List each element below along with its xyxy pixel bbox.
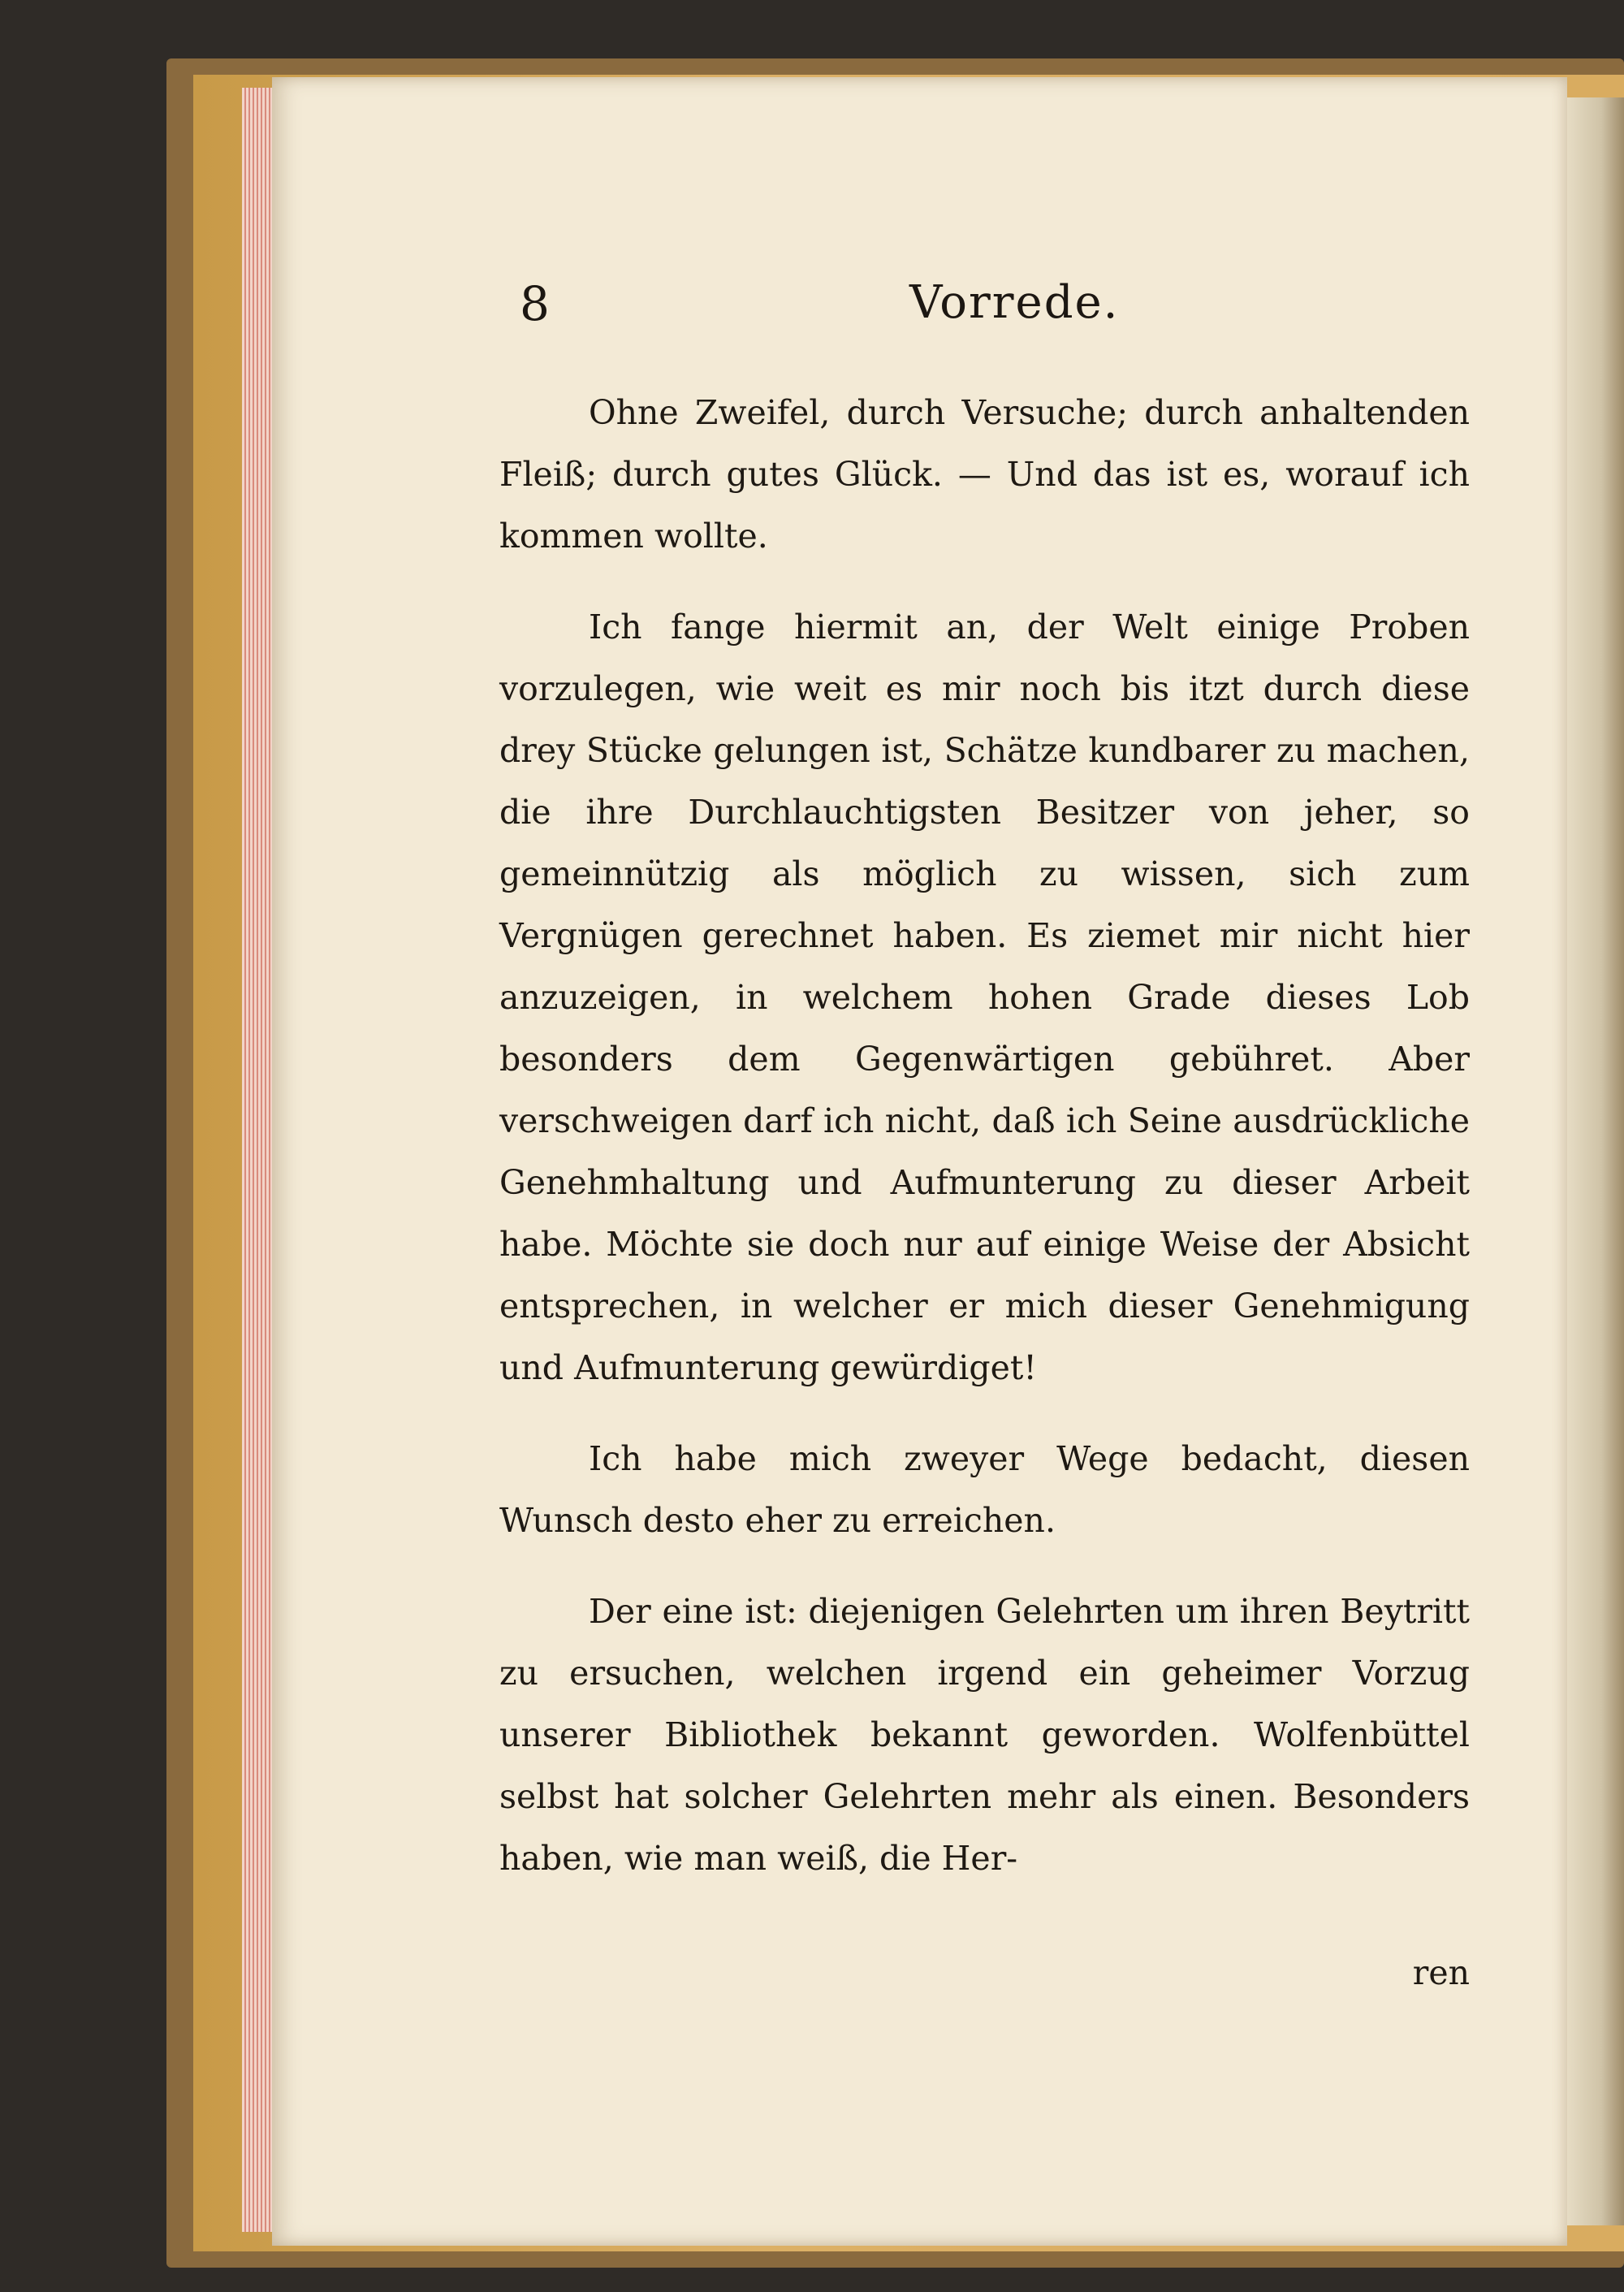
paragraph-2: Ich fange hiermit an, der Welt einige Proben vorzulegen, wie weit es mir noch bis itzt durch diese drey Stücke gelungen ist, Schätze kundbarer zu machen, die ihre Durchlauchtigsten Besitzer von jeher, so gemeinnützig als möglich zu wissen, sich zum Vergnügen gerechnet haben. Es ziemet mir nicht hier anzuzeigen, in welchem hohen Grade dieses Lob besonders dem Gegenwärtigen gebühret. Aber verschweigen darf ich nicht, daß ich Seine ausdrückliche Genehmhaltung und Aufmunterung zu dieser Arbeit habe. Möchte sie doch nur auf einige Weise der Absicht entsprechen, in welcher er mich dieser Genehmigung und Aufmunterung gewürdiget!: [499, 608, 1470, 1387]
catchword: ren: [1412, 1953, 1470, 1992]
page-number: 8: [520, 276, 550, 331]
page-header: [520, 276, 1478, 341]
page-edges: [242, 88, 274, 2232]
facing-page-edge: [1567, 97, 1624, 2225]
paragraph-4: Der eine ist: diejenigen Gelehrten um ihren Beytritt zu ersuchen, welchen irgend ein geheimer Vorzug unserer Bibliothek bekannt geworden. Wolfenbüttel selbst hat solcher Gelehrten mehr als einen. Besonders haben, wie man weiß, die Her-: [499, 1592, 1470, 1878]
paragraph-3: Ich habe mich zweyer Wege bedacht, diesen Wunsch desto eher zu erreichen.: [499, 1439, 1470, 1540]
body-text: [499, 382, 1470, 1918]
paragraph-1: Ohne Zweifel, durch Versuche; durch anhaltenden Fleiß; durch gutes Glück. — Und das ist es, worauf ich kommen wollte.: [499, 393, 1470, 556]
running-head: Vorrede.: [909, 276, 1120, 329]
